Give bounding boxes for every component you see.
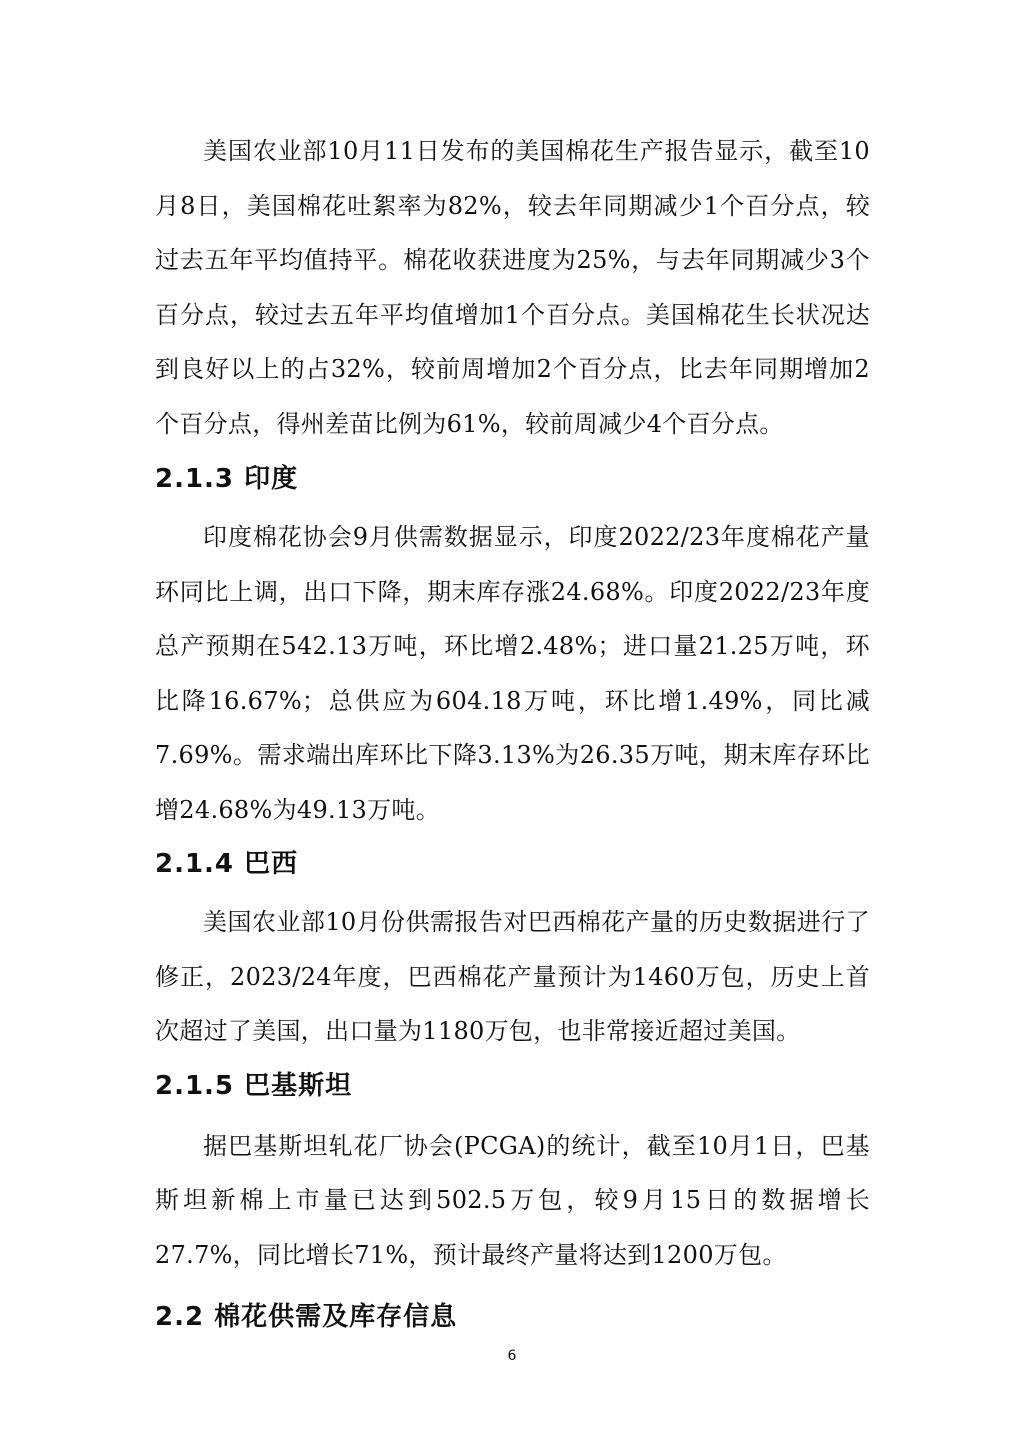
paragraph-india: 印度棉花协会9月供需数据显示，印度2022/23年度棉花产量环同比上调，出口下降，期末库存涨24.68%。印度2022/23年度总产预期在542.13万吨，环比增2.48%；进口量21.25万吨，环比降16.67%；总供应为604.18万吨，环比增1.49%，同比减7.69%。需求端出库环比下降3.13%为26.35万吨，期末库存环比增24.68%为49.13万吨。	[155, 523, 870, 824]
heading-pakistan: 2.1.5 巴基斯坦	[155, 1070, 353, 1101]
page-content	[155, 124, 870, 1342]
heading-supply-demand-inventory: 2.2 棉花供需及库存信息	[155, 1302, 458, 1332]
heading-brazil: 2.1.4 巴西	[155, 849, 299, 879]
paragraph-pakistan: 据巴基斯坦轧花厂协会(PCGA)的统计，截至10月1日，巴基斯坦新棉上市量已达到502.5万包，较9月15日的数据增长27.7%，同比增长71%，预计最终产量将达到1200万包。	[155, 1131, 870, 1269]
paragraph-brazil: 美国农业部10月份供需报告对巴西棉花产量的历史数据进行了修正，2023/24年度，巴西棉花产量预计为1460万包，历史上首次超过了美国，出口量为1180万包，也非常接近超过美国。	[155, 908, 870, 1045]
page-number: 6	[507, 1348, 517, 1364]
paragraph-us-cotton-production: 美国农业部10月11日发布的美国棉花生产报告显示，截至10月8日，美国棉花吐絮率为82%，较去年同期减少1个百分点，较过去五年平均值持平。棉花收获进度为25%，与去年同期减少3个百分点，较过去五年平均值增加1个百分点。美国棉花生长状况达到良好以上的占32%，较前周增加2个百分点，比去年同期增加2个百分点，得州差苗比例为61%，较前周减少4个百分点。	[155, 137, 870, 438]
heading-india: 2.1.3 印度	[155, 464, 299, 494]
